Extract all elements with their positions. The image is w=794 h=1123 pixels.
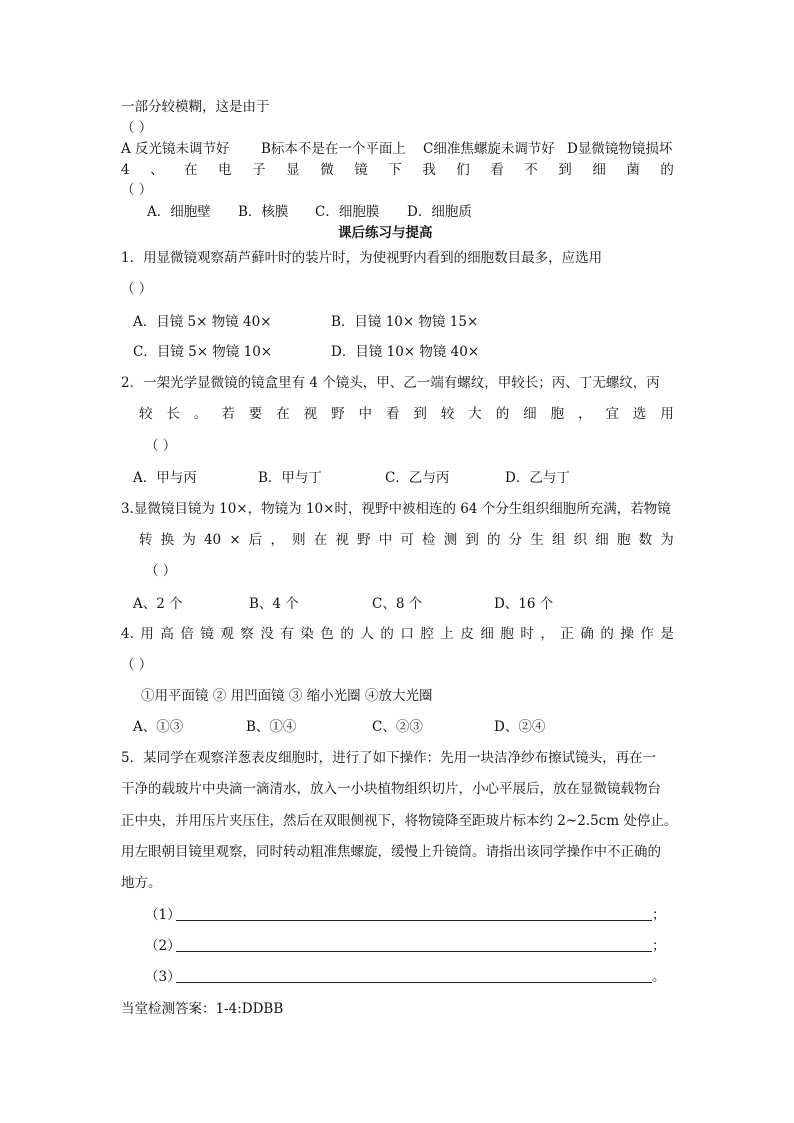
text-char: 检 [422, 532, 436, 548]
text-char: 视 [303, 406, 318, 422]
option-c: C．细胞膜 [315, 204, 380, 220]
question-5-line-3: 正中央，并用压片夹压住，然后在双眼侧视下，将物镜降至距玻片标本约 2~2.5cm 处停止。 [121, 813, 678, 829]
text-char: 镜 [200, 626, 214, 642]
option-c: C细准焦螺旋未调节好 [423, 141, 555, 157]
blank-2-label: （2） [145, 938, 181, 954]
text-char: 长 [166, 406, 180, 422]
text-char: 菌 [626, 162, 640, 178]
answer-paren: （ ） [121, 281, 153, 297]
text-char: 细 [595, 532, 609, 548]
question-4-items: ①用平面镜 ② 用凹面镜 ③ 缩小光圈 ④放大光圈 [141, 688, 433, 704]
text-char: 较 [139, 406, 153, 422]
option-a: A．细胞壁 [147, 204, 211, 220]
answer-paren: （ ） [121, 182, 153, 198]
question-5-line-4: 用左眼朝目镜里观察，同时转动粗准焦螺旋，缓慢上升镜筒。请指出该同学操作中不正确的 [121, 844, 661, 860]
text-char: 在 [184, 162, 198, 178]
question-2-text: 2．一架光学显微镜的镜盒里有 4 个镜头，甲、乙一端有螺纹，甲较长；丙、丁无螺纹，丙 [121, 375, 660, 391]
question-continuation: 一部分较模糊，这是由于 [121, 99, 270, 115]
blank-3-end: 。 [652, 969, 666, 985]
text-char: 大 [468, 406, 482, 422]
text-char: 镜 [354, 162, 368, 178]
option-a: A、2 个 [133, 596, 183, 612]
text-char: 显 [286, 162, 300, 178]
option-c: C、②③ [372, 719, 423, 735]
text-char: 较 [440, 406, 455, 422]
text-char: 到 [465, 532, 479, 548]
answer-paren: （ ） [145, 438, 177, 454]
text-char: 、 [150, 162, 164, 178]
text-char: 40 [203, 532, 222, 548]
text-char: 的 [495, 406, 510, 422]
text-char: 时 [520, 626, 534, 642]
text-char: 可 [400, 532, 414, 548]
question-3-line-2 [139, 531, 674, 549]
answer-key: 当堂检测答案：1-4:DDBB [121, 1001, 284, 1017]
text-char: 到 [558, 162, 572, 178]
option-a: A 反光镜未调节好 [121, 141, 230, 157]
option-b: B、①④ [246, 719, 297, 735]
option-a: A．甲与丙 [133, 470, 197, 486]
option-b: B标本不是在一个平面上 [261, 141, 406, 157]
text-char: 到 [413, 406, 427, 422]
text-char: 细 [523, 406, 537, 422]
text-char: 若 [221, 406, 235, 422]
text-char: 后 [248, 532, 263, 548]
text-char: 用 [660, 406, 674, 422]
option-c: C．乙与丙 [385, 470, 450, 486]
text-char: 胞 [616, 532, 631, 548]
text-char: 染 [300, 626, 314, 642]
text-char: 倍 [180, 626, 194, 642]
text-char: 胞 [500, 626, 514, 642]
text-char: 确 [580, 626, 594, 642]
text-char: × [229, 532, 241, 548]
text-char: 换 [160, 532, 175, 548]
option-d: D．细胞质 [407, 204, 472, 220]
text-char: 则 [292, 532, 306, 548]
text-char: 是 [660, 626, 674, 642]
text-char: 子 [252, 162, 266, 178]
text-char: 人 [360, 626, 374, 642]
question-2-line-2 [139, 405, 674, 423]
text-char: 作 [640, 626, 654, 642]
option-d: D．目镜 10× 物镜 40× [331, 344, 480, 360]
text-char: 上 [440, 626, 454, 642]
text-char: ， [540, 626, 554, 642]
text-char: 视 [335, 532, 349, 548]
text-char: 测 [443, 532, 458, 548]
text-char: 为 [182, 532, 196, 548]
question-4-line [121, 161, 674, 179]
option-d: D、16 个 [494, 596, 554, 612]
option-d: D、②④ [494, 719, 546, 735]
text-char: 生 [530, 532, 544, 548]
text-char: 胞 [550, 406, 565, 422]
blank-3-label: （3） [145, 969, 181, 985]
option-d: D显微镜物镜损坏 [567, 141, 673, 157]
text-char: 组 [551, 532, 566, 548]
option-c: C、8 个 [372, 596, 423, 612]
question-4-text [121, 625, 674, 643]
option-c: C．目镜 5× 物镜 10× [133, 344, 273, 360]
text-char: 的 [487, 532, 501, 548]
text-char: ， [578, 406, 592, 422]
text-char: 织 [573, 532, 588, 548]
section-title: 课后练习与提高 [338, 225, 433, 241]
text-char: 不 [524, 162, 538, 178]
blank-1-end: ； [652, 907, 666, 923]
option-b: B．甲与丁 [258, 470, 322, 486]
text-char: 的 [660, 162, 674, 178]
text-char: 为 [660, 532, 674, 548]
text-char: 高 [160, 626, 174, 642]
text-char: 中 [378, 532, 393, 548]
text-char: 4 [121, 162, 130, 178]
question-5-line-2: 干净的载玻片中央滴一滴清水，放入一小块植物组织切片，小心平展后，放在显微镜载物台 [121, 781, 661, 797]
text-char: 腔 [420, 626, 434, 642]
text-char: 皮 [460, 626, 474, 642]
question-1-text: 1．用显微镜观察葫芦藓叶时的装片时，为使视野内看到的细胞数目最多，应选用 [121, 250, 603, 266]
text-char: 口 [400, 626, 414, 642]
answer-paren: （ ） [121, 657, 153, 673]
text-char: 分 [508, 532, 523, 548]
text-char: 野 [331, 406, 345, 422]
text-char: 看 [490, 162, 504, 178]
text-char: 没 [260, 626, 274, 642]
text-char: 用 [140, 626, 154, 642]
text-char: 4. [121, 626, 134, 642]
text-char: 有 [280, 626, 294, 642]
text-char: 色 [320, 626, 334, 642]
answer-paren: （ ） [121, 120, 153, 136]
question-3-text: 3.显微镜目镜为 10×，物镜为 10×时，视野中被相连的 64 个分生组织细胞所充满，若物镜 [121, 501, 671, 517]
text-char: 察 [240, 626, 254, 642]
text-char: 们 [456, 162, 470, 178]
text-char: 的 [340, 626, 354, 642]
text-char: 转 [139, 532, 153, 548]
blank-2-end: ； [652, 938, 666, 954]
answer-blank-1[interactable] [176, 919, 652, 921]
option-d: D．乙与丁 [505, 470, 570, 486]
text-char: 看 [385, 406, 400, 422]
text-char: 我 [422, 162, 436, 178]
text-char: 野 [357, 532, 371, 548]
text-char: 观 [220, 626, 234, 642]
option-b: B、4 个 [249, 596, 299, 612]
text-char: 正 [560, 626, 574, 642]
option-b: B．目镜 10× 物镜 15× [331, 314, 479, 330]
answer-blank-2[interactable] [176, 950, 652, 952]
option-b: B．核膜 [238, 204, 289, 220]
question-5-line-5: 地方。 [121, 875, 162, 891]
blank-1-label: （1） [145, 907, 181, 923]
text-char: 中 [358, 406, 372, 422]
text-char: 在 [313, 532, 328, 548]
text-char: 要 [248, 406, 263, 422]
text-char: 下 [388, 162, 402, 178]
text-char: 的 [600, 626, 614, 642]
text-char: 的 [380, 626, 394, 642]
text-char: 数 [638, 532, 653, 548]
text-char: 微 [320, 162, 334, 178]
text-char: 选 [632, 406, 647, 422]
option-a: A．目镜 5× 物镜 40× [133, 314, 272, 330]
text-char: ， [270, 532, 284, 548]
text-char: 电 [218, 162, 232, 178]
question-5-line-1: 5．某同学在观察洋葱表皮细胞时，进行了如下操作：先用一块洁净纱布擦试镜头，再在一 [121, 750, 657, 766]
option-a: A、①③ [133, 719, 184, 735]
text-char: 在 [276, 406, 290, 422]
text-char: 细 [592, 162, 606, 178]
text-char: 细 [480, 626, 494, 642]
answer-blank-3[interactable] [176, 981, 652, 983]
text-char: 宜 [605, 406, 619, 422]
text-char: 。 [193, 406, 208, 422]
answer-paren: （ ） [145, 563, 177, 579]
text-char: 操 [620, 626, 634, 642]
